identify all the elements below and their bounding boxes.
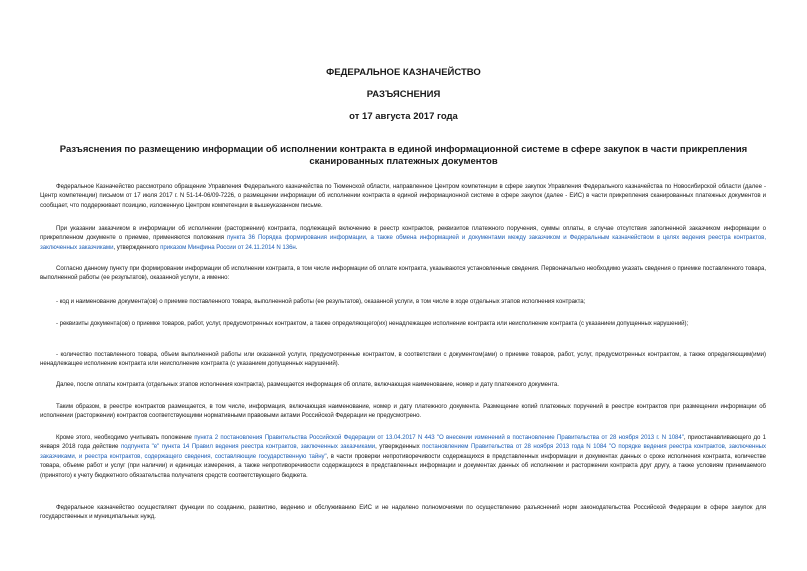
doc-date: от 17 августа 2017 года <box>349 111 458 122</box>
link-prikaz-136n[interactable]: приказом Минфина России от 24.11.2014 N 136н <box>160 243 296 251</box>
paragraph-1: Федеральное Казначейство рассмотрело обращение Управления Федерального казначейства по Тюменской области, направленное Центром компетенции в сфере закупок Управления Федерального казначейства по Новосибирской области (далее - Центр компетенции) письмом от 17 июля 2017 г. N 51-14-06/09-7226, о размещении информации об исполнении контракта в единой информационной системе в сфере закупок (далее - ЕИС) в части прикрепления сканированных платежных документов и сообщает, что поддерживает позицию, изложенную Центром компетенции в вышеуказанном письме. <box>40 183 766 209</box>
link-postanovlenie-1084[interactable]: постановлением Правительства от 28 ноября 2013 года N 1084 "О порядке ведения реестра контрактов, заключенных заказчиками, и реестра контрактов, содержащего сведения, составляющие государственную тайну" <box>40 443 767 460</box>
paragraph-6: - количество поставленного товара, объем выполненной работы или оказанной услуги, предусмотренные контрактом, в соответствии с документом(ами) о приемке товаров, работ, услуг, предусмотренных контрактом, а также определяющим(ими) ненадлежащее исполнение контракта или неисполнение контракта (с указанием допущенных нарушений). <box>40 351 766 368</box>
link-postanovlenie-443[interactable]: пункта 2 постановления Правительства Российской Федерации от 13.04.2017 N 443 "О внесении изменений в постановление Правительства от 28 ноября 2013 г. N 1084" <box>194 434 684 441</box>
paragraph-7: Далее, после оплаты контракта (отдельных этапов исполнения контракта), размещается информация об оплате, включающая наименование, номер и дату платежного документа. <box>56 381 559 388</box>
paragraph-3: Согласно данному пункту при формировании информации об исполнении контракта, в том числе информации об оплате контракта, указываются установленные сведения. Первоначально необходимо указать сведения о приемке поставленного товара, выполненной работы (ее результатов), оказанной услуги, а именно: <box>40 265 766 282</box>
paragraph-4: - код и наименование документа(ов) о приемке поставленного товара, выполненной работы (ее результатов), оказанной услуги, в том числе в ходе отдельных этапов исполнения контракта; <box>56 298 586 305</box>
link-podpunkt-e[interactable]: подпункта "е" пункта 14 Правил ведения реестра контрактов, заключенных заказчиками <box>120 443 376 451</box>
paragraph-2: При указании заказчиком в информации об исполнении (расторжении) контракта, подлежащей включению в реестр контрактов, реквизитов платежного поручения, суммы оплаты, в случае отсутствия заполненной заказчиком информации о прикрепленном документе о приемке, применяются положения пункта 36 Порядка формирования информации, а также обмена информацией и документами между заказчиком и Федеральным казначейством в целях ведения реестра контрактов, заключенных заказчиками, утвержденного приказом Минфина России от 24.11.2014 N 136н. <box>40 225 766 251</box>
org-heading: ФЕДЕРАЛЬНОЕ КАЗНАЧЕЙСТВО <box>326 67 481 78</box>
paragraph-10: Федеральное казначейство осуществляет функции по созданию, развитию, ведению и обслуживанию ЕИС и не наделено полномочиями по осуществлению разъяснений норм законодательства Российской Федерации в сфере закупок для государственных и муниципальных нужд. <box>40 504 766 521</box>
link-pункт-36[interactable]: пункта 36 Порядка формирования информации, а также обмена информацией и документами между заказчиком и Федеральным казначейством в целях ведения реестра контрактов, заключенных заказчиками <box>40 234 766 251</box>
document-title: Разъяснения по размещению информации об исполнении контракта в единой информационной системе в сфере закупок в части прикрепления сканированных платежных документов <box>59 144 748 167</box>
doc-type-heading: РАЗЪЯСНЕНИЯ <box>366 89 441 100</box>
paragraph-9: Кроме этого, необходимо учитывать положение пункта 2 постановления Правительства Российской Федерации от 13.04.2017 N 443 "О внесении изменений в постановление Правительства от 28 ноября 2013 г. N 1084", приостанавливающего до 1 января 2018 года действие подпункта "е" пункта 14 Правил ведения реестра контрактов, заключенных заказчиками, утвержденных постановлением Правительства от 28 ноября 2013 года N 1084 "О порядке ведения реестра контрактов, заключенных заказчиками, и реестра контрактов, содержащего сведения, составляющие государственную тайну", в части проверки непротиворечивости содержащихся в представленных информации и документах данных о сроке исполнения контракта, количестве товара, объеме работ и услуг (при наличии) и единицах измерения, а также непротиворечивости содержащихся в представленных информации и документах данных об исполнении и расторжении контракта друг другу, а также условиям принимаемого (принятого) к учету бюджетного обязательства получателя средств соответствующего бюджета. <box>40 434 767 479</box>
paragraph-5: - реквизиты документа(ов) о приемке товаров, работ, услуг, предусмотренных контрактом, а также определяющего(их) ненадлежащее исполнение контракта или неисполнение контракта (с указанием допущенных нарушений); <box>56 320 689 327</box>
paragraph-8: Таким образом, в реестре контрактов размещается, в том числе, информация, включающая наименование, номер и дату платежного документа. Размещение копий платежных поручений в реестре контрактов при размещении информации об исполнении (расторжении) контрактов соответствующими нормативными правовыми актами Российской Федерации не предусмотрено. <box>40 403 766 420</box>
